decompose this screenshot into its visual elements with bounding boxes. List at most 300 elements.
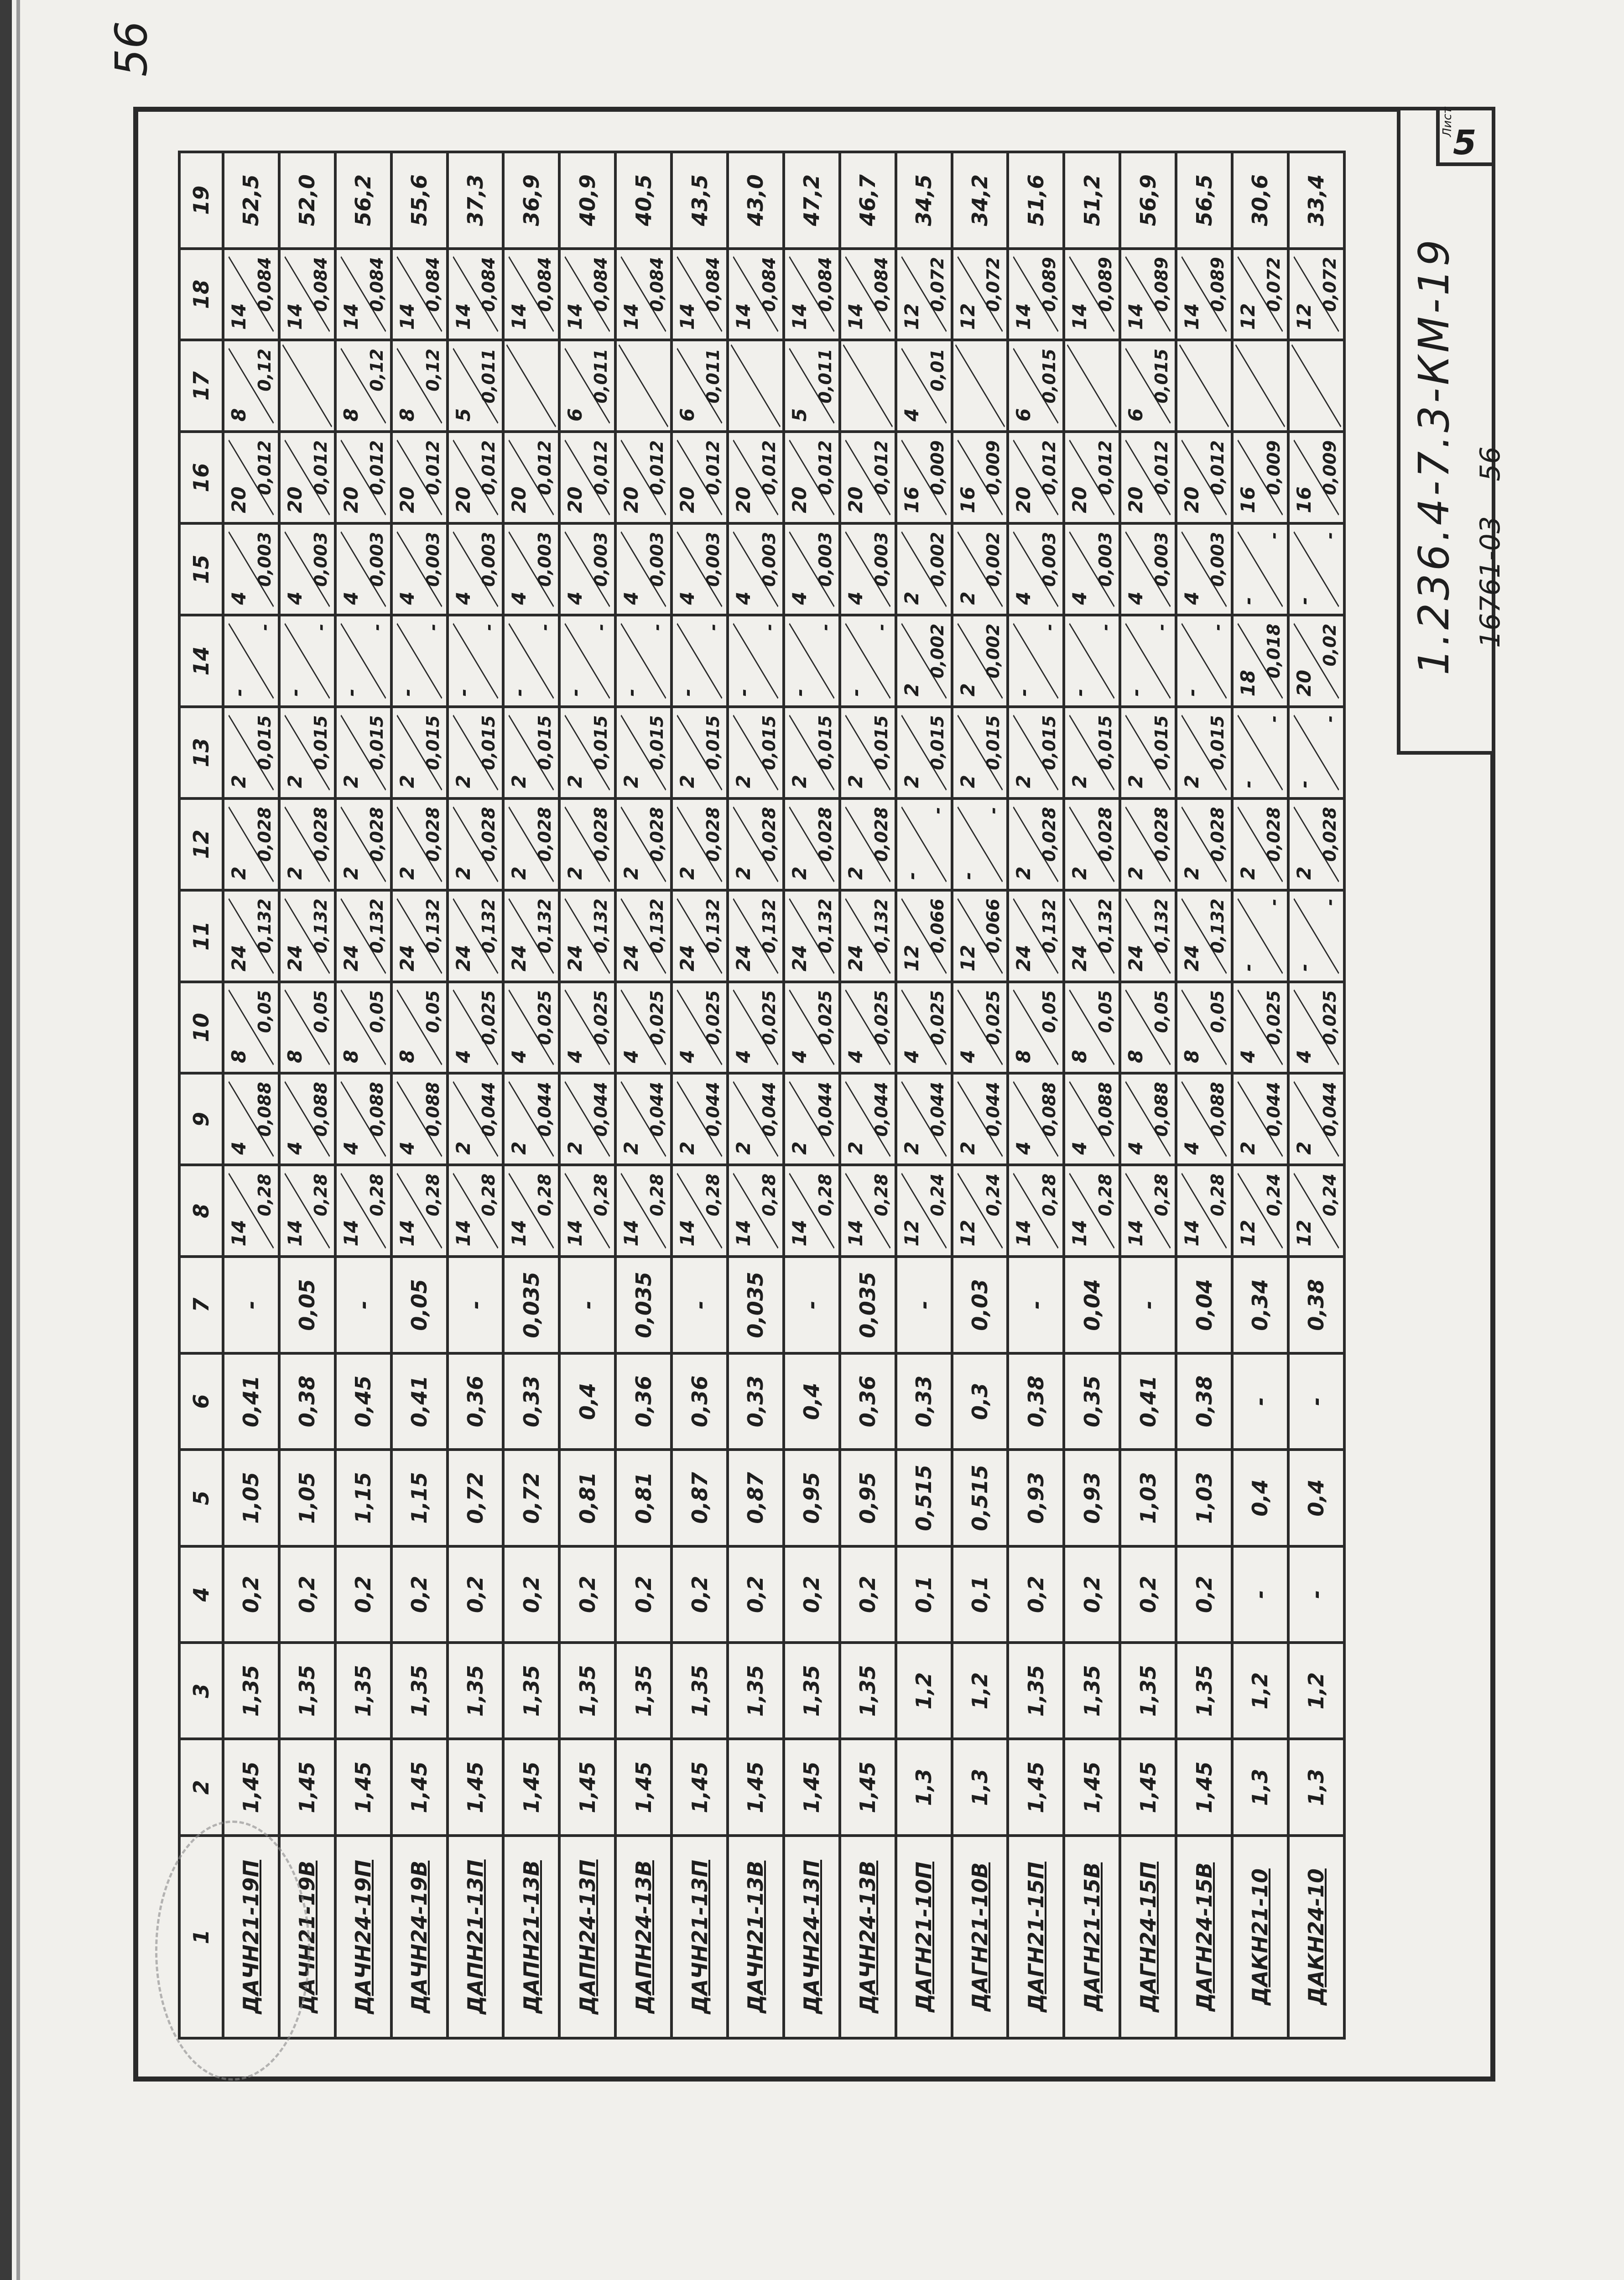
cell-col-10: [671, 982, 728, 1074]
cell-col-3: 1,35: [1176, 1643, 1232, 1739]
cell-count: 2: [844, 1141, 867, 1155]
cell-mass: 0,05: [1039, 990, 1060, 1033]
cell-mass: 0,05: [1095, 990, 1116, 1033]
cell-count: 4: [508, 591, 531, 605]
cell-mass: 0,132: [1208, 898, 1228, 954]
cell-count: 14: [676, 303, 699, 330]
cell-col-15: [615, 523, 671, 615]
cell-col-5: 0,93: [1008, 1450, 1064, 1546]
cell-mass: 0,015: [1095, 715, 1116, 770]
cell-count: -: [1012, 689, 1035, 697]
cell-col-11: [728, 890, 784, 982]
cell-mass: 0,044: [591, 1082, 611, 1137]
cell-col-2: 1,45: [279, 1739, 335, 1836]
cell-mass: 0,28: [647, 1173, 667, 1216]
cell-count: -: [508, 689, 531, 697]
diagonal-line: [565, 624, 610, 699]
cell-col-17: [896, 340, 952, 432]
column-header-7: 7: [179, 1257, 223, 1353]
cell-col-19: 34,5: [896, 152, 952, 249]
cell-col-3: 1,2: [952, 1643, 1008, 1739]
cell-col-13: [335, 707, 391, 798]
cell-col-13: [728, 707, 784, 798]
cell-count: 24: [676, 944, 699, 972]
cell-mass: 0,089: [1208, 257, 1228, 312]
cell-col-16: [784, 432, 840, 523]
cell-mass: -: [310, 623, 331, 631]
cell-col-8: [335, 1165, 391, 1257]
cell-count: 14: [283, 303, 306, 330]
cell-count: 2: [452, 866, 474, 880]
cell-col-13: [1232, 707, 1288, 798]
cell-mass: 0,28: [254, 1173, 275, 1216]
diagonal-line: [901, 807, 946, 882]
cell-count: 2: [620, 775, 643, 788]
cell-col-3: 1,35: [784, 1643, 840, 1739]
empty-cell-strike: [1065, 341, 1119, 430]
cell-col-15: [1176, 523, 1232, 615]
cell-count: 20: [1068, 486, 1091, 513]
cell-col-13: [391, 707, 448, 798]
cell-count: 4: [508, 1049, 531, 1063]
cell-col-2: 1,3: [1288, 1739, 1344, 1836]
table-row: [671, 152, 728, 2038]
cell-mass: 0,12: [422, 349, 443, 391]
cell-col-2: 1,3: [952, 1739, 1008, 1836]
table-row: [503, 152, 559, 2038]
cell-mass: -: [366, 623, 387, 631]
cell-mass: 0,002: [983, 623, 1004, 678]
cell-col-11: [448, 890, 504, 982]
cell-col-10: [840, 982, 896, 1074]
item-name-cell: ДАЧН21-19В: [279, 1836, 335, 2038]
cell-count: 2: [1068, 866, 1091, 880]
cell-col-2: 1,45: [784, 1739, 840, 1836]
cell-col-12: [615, 798, 671, 890]
cell-count: 2: [956, 683, 979, 697]
cell-count: 24: [788, 944, 811, 972]
cell-col-12: [1232, 798, 1288, 890]
cell-count: 4: [339, 1141, 362, 1155]
cell-col-3: 1,35: [671, 1643, 728, 1739]
binding-strip: [0, 0, 12, 2280]
cell-count: 14: [283, 1220, 306, 1247]
diagonal-line: [453, 624, 498, 699]
cell-mass: 0,084: [591, 257, 611, 312]
cell-count: 14: [1181, 303, 1203, 330]
cell-mass: 0,084: [422, 257, 443, 312]
cell-count: 4: [1181, 591, 1203, 605]
cell-col-3: 1,35: [1120, 1643, 1176, 1739]
cell-count: 4: [283, 591, 306, 605]
cell-mass: 0,05: [422, 990, 443, 1033]
cell-col-17: [223, 340, 279, 432]
cell-col-7: 0,38: [1288, 1257, 1344, 1353]
cell-count: -: [956, 871, 979, 880]
cell-count: 4: [228, 1141, 250, 1155]
cell-count: 4: [396, 591, 418, 605]
cell-mass: 0,009: [983, 440, 1004, 496]
cell-col-7: 0,035: [840, 1257, 896, 1353]
cell-col-16: [1064, 432, 1120, 523]
cell-col-8: [1120, 1165, 1176, 1257]
cell-col-19: 36,9: [503, 152, 559, 249]
cell-col-9: [784, 1073, 840, 1165]
cell-count: 4: [956, 1049, 979, 1063]
cell-mass: 0,028: [1039, 807, 1060, 862]
cell-col-8: [671, 1165, 728, 1257]
item-name-cell: ДАКН24-10: [1288, 1836, 1344, 2038]
table-row: [1288, 152, 1344, 2038]
cell-count: 4: [1068, 591, 1091, 605]
cell-col-18: [1176, 249, 1232, 340]
cell-count: 8: [1012, 1049, 1035, 1063]
cell-col-17: [728, 340, 784, 432]
cell-mass: 0,015: [647, 715, 667, 770]
cell-col-19: 33,4: [1288, 152, 1344, 249]
cell-col-9: [391, 1073, 448, 1165]
document-code: 1.236.4-7.3-КМ-19: [1410, 237, 1458, 675]
cell-mass: 0,044: [759, 1082, 779, 1137]
cell-col-5: 0,515: [952, 1450, 1008, 1546]
cell-col-16: [503, 432, 559, 523]
cell-col-14: [1120, 615, 1176, 707]
cell-count: 12: [1237, 303, 1260, 330]
cell-col-19: 40,9: [559, 152, 615, 249]
cell-count: 24: [396, 944, 418, 972]
strike-line: [283, 345, 332, 427]
cell-count: -: [788, 689, 811, 697]
cell-mass: 0,002: [927, 623, 947, 678]
cell-mass: 0,132: [422, 898, 443, 954]
cell-col-10: [391, 982, 448, 1074]
cell-mass: 0,072: [983, 257, 1004, 312]
cell-col-19: 56,9: [1120, 152, 1176, 249]
cell-col-8: [391, 1165, 448, 1257]
cell-col-5: 1,15: [391, 1450, 448, 1546]
column-header-19: 19: [179, 152, 223, 249]
cell-col-5: 0,515: [896, 1450, 952, 1546]
cell-col-2: 1,45: [671, 1739, 728, 1836]
cell-col-10: [784, 982, 840, 1074]
cell-mass: 0,012: [703, 440, 724, 496]
cell-count: 24: [732, 944, 755, 972]
cell-mass: 0,003: [535, 532, 555, 587]
cell-mass: 0,044: [815, 1082, 835, 1137]
cell-count: 16: [900, 486, 923, 513]
cell-col-13: [279, 707, 335, 798]
cell-col-4: 0,1: [896, 1546, 952, 1643]
cell-col-17: [448, 340, 504, 432]
cell-col-7: 0,035: [503, 1257, 559, 1353]
table-row: [223, 152, 279, 2038]
cell-mass: -: [983, 807, 1004, 814]
cell-col-14: [559, 615, 615, 707]
column-header-13: 13: [179, 707, 223, 798]
cell-count: 4: [452, 1049, 474, 1063]
cell-col-15: [1288, 523, 1344, 615]
cell-col-4: 0,2: [1008, 1546, 1064, 1643]
cell-col-16: [1176, 432, 1232, 523]
cell-count: 14: [788, 303, 811, 330]
cell-mass: 0,028: [1208, 807, 1228, 862]
cell-mass: 0,132: [591, 898, 611, 954]
cell-col-6: -: [1288, 1353, 1344, 1450]
item-name-cell: ДАПН24-13В: [615, 1836, 671, 2038]
cell-col-14: [728, 615, 784, 707]
cell-col-11: [896, 890, 952, 982]
cell-col-15: [1120, 523, 1176, 615]
cell-mass: 0,012: [871, 440, 891, 496]
cell-count: -: [396, 689, 418, 697]
cell-count: 20: [1181, 486, 1203, 513]
cell-count: 2: [508, 866, 531, 880]
cell-count: 2: [228, 866, 250, 880]
diagonal-line: [1238, 898, 1282, 973]
cell-col-9: [840, 1073, 896, 1165]
cell-count: 2: [1012, 775, 1035, 788]
cell-mass: 0,24: [1319, 1173, 1340, 1216]
cell-count: 8: [228, 1049, 250, 1063]
cell-mass: 0,015: [535, 715, 555, 770]
cell-count: 24: [844, 944, 867, 972]
cell-mass: 0,015: [759, 715, 779, 770]
cell-count: 20: [339, 486, 362, 513]
cell-mass: 0,066: [983, 898, 1004, 954]
cell-mass: 0,025: [535, 990, 555, 1045]
cell-count: -: [1181, 689, 1203, 697]
cell-col-13: [1120, 707, 1176, 798]
cell-count: -: [564, 689, 587, 697]
cell-count: -: [620, 689, 643, 697]
cell-count: 4: [620, 1049, 643, 1063]
cell-mass: 0,24: [927, 1173, 947, 1216]
cell-mass: 0,025: [927, 990, 947, 1045]
cell-col-7: 0,04: [1176, 1257, 1232, 1353]
cell-col-12: [671, 798, 728, 890]
cell-count: 5: [452, 408, 474, 422]
cell-col-6: 0,36: [840, 1353, 896, 1450]
cell-col-2: 1,45: [335, 1739, 391, 1836]
table-row: [896, 152, 952, 2038]
column-header-1: 1: [179, 1836, 223, 2038]
cell-mass: 0,088: [422, 1082, 443, 1137]
column-header-11: 11: [179, 890, 223, 982]
cell-col-7: -: [671, 1257, 728, 1353]
empty-cell-strike: [505, 341, 558, 430]
cell-col-13: [784, 707, 840, 798]
empty-cell-strike: [281, 341, 334, 430]
cell-col-3: 1,35: [279, 1643, 335, 1739]
archive-code: [1474, 446, 1506, 648]
table-row: [784, 152, 840, 2038]
cell-mass: 0,28: [310, 1173, 331, 1216]
cell-col-2: 1,3: [1232, 1739, 1288, 1836]
cell-count: 18: [1237, 670, 1260, 697]
column-header-4: 4: [179, 1546, 223, 1643]
cell-count: 2: [1068, 775, 1091, 788]
cell-col-4: 0,2: [503, 1546, 559, 1643]
cell-mass: 0,028: [815, 807, 835, 862]
cell-count: -: [1068, 689, 1091, 697]
cell-col-11: [335, 890, 391, 982]
cell-col-18: [952, 249, 1008, 340]
cell-count: 2: [339, 775, 362, 788]
cell-col-13: [1064, 707, 1120, 798]
cell-col-19: 40,5: [615, 152, 671, 249]
item-name-cell: ДАЧН24-13В: [840, 1836, 896, 2038]
cell-col-13: [896, 707, 952, 798]
cell-col-16: [391, 432, 448, 523]
diagonal-line: [733, 624, 778, 699]
cell-count: 14: [1124, 1220, 1147, 1247]
cell-count: 24: [228, 944, 250, 972]
cell-mass: 0,015: [310, 715, 331, 770]
cell-col-8: [559, 1165, 615, 1257]
cell-mass: 0,084: [871, 257, 891, 312]
cell-mass: 0,003: [815, 532, 835, 587]
table-row: [1232, 152, 1288, 2038]
cell-col-2: 1,45: [448, 1739, 504, 1836]
cell-mass: 0,132: [759, 898, 779, 954]
cell-col-18: [1288, 249, 1344, 340]
cell-count: 16: [1292, 486, 1315, 513]
table-row: [1064, 152, 1120, 2038]
cell-mass: 0,015: [479, 715, 499, 770]
binding-edge: [16, 0, 20, 2280]
cell-col-2: 1,45: [559, 1739, 615, 1836]
cell-count: 2: [620, 1141, 643, 1155]
diagonal-line: [285, 624, 329, 699]
empty-cell-strike: [1234, 341, 1287, 430]
cell-col-18: [1064, 249, 1120, 340]
cell-mass: 0,003: [759, 532, 779, 587]
cell-mass: 0,012: [310, 440, 331, 496]
cell-col-17: [1008, 340, 1064, 432]
cell-count: 14: [788, 1220, 811, 1247]
cell-mass: 0,044: [535, 1082, 555, 1137]
cell-count: 14: [452, 1220, 474, 1247]
cell-count: 2: [900, 1141, 923, 1155]
cell-col-13: [1288, 707, 1344, 798]
cell-mass: 0,012: [759, 440, 779, 496]
cell-count: 2: [1012, 866, 1035, 880]
empty-cell-strike: [729, 341, 782, 430]
cell-col-19: 52,5: [223, 152, 279, 249]
cell-col-13: [952, 707, 1008, 798]
cell-count: 2: [1292, 866, 1315, 880]
cell-col-15: [335, 523, 391, 615]
cell-col-3: 1,35: [448, 1643, 504, 1739]
cell-count: 14: [396, 1220, 418, 1247]
cell-col-19: 51,6: [1008, 152, 1064, 249]
cell-mass: 0,003: [871, 532, 891, 587]
cell-col-9: [335, 1073, 391, 1165]
cell-col-2: 1,45: [840, 1739, 896, 1836]
cell-count: -: [228, 689, 250, 697]
cell-col-6: 0,35: [1064, 1353, 1120, 1450]
cell-col-3: 1,35: [391, 1643, 448, 1739]
cell-mass: 0,002: [983, 532, 1004, 587]
cell-col-4: 0,2: [784, 1546, 840, 1643]
cell-mass: 0,089: [1095, 257, 1116, 312]
cell-count: 4: [1181, 1141, 1203, 1155]
strike-line: [1180, 345, 1229, 427]
cell-mass: 0,015: [1151, 715, 1172, 770]
cell-col-10: [1008, 982, 1064, 1074]
cell-mass: 0,025: [1263, 990, 1284, 1045]
cell-col-3: 1,35: [840, 1643, 896, 1739]
cell-col-12: [335, 798, 391, 890]
cell-count: 20: [283, 486, 306, 513]
cell-count: -: [1237, 597, 1260, 605]
cell-count: 6: [1012, 408, 1035, 422]
cell-count: 2: [452, 775, 474, 788]
cell-mass: 0,028: [1151, 807, 1172, 862]
cell-count: 4: [396, 1141, 418, 1155]
cell-mass: 0,132: [479, 898, 499, 954]
cell-mass: 0,28: [422, 1173, 443, 1216]
cell-col-12: [1176, 798, 1232, 890]
cell-col-4: 0,2: [1176, 1546, 1232, 1643]
cell-mass: 0,028: [1263, 807, 1284, 862]
cell-mass: 0,015: [591, 715, 611, 770]
cell-col-18: [728, 249, 784, 340]
cell-col-4: 0,2: [223, 1546, 279, 1643]
cell-col-7: 0,035: [615, 1257, 671, 1353]
cell-mass: 0,015: [366, 715, 387, 770]
cell-count: 2: [956, 1141, 979, 1155]
cell-count: 2: [956, 591, 979, 605]
cell-mass: 0,025: [479, 990, 499, 1045]
cell-count: -: [1237, 963, 1260, 972]
diagonal-line: [677, 624, 722, 699]
cell-mass: 0,025: [591, 990, 611, 1045]
cell-count: 2: [396, 775, 418, 788]
cell-mass: 0,003: [591, 532, 611, 587]
cell-col-13: [840, 707, 896, 798]
cell-mass: 0,044: [871, 1082, 891, 1137]
cell-col-3: 1,35: [335, 1643, 391, 1739]
item-name-cell: ДАЧН24-19В: [391, 1836, 448, 2038]
cell-count: 4: [339, 591, 362, 605]
cell-col-12: [896, 798, 952, 890]
cell-count: 4: [1124, 591, 1147, 605]
cell-mass: 0,044: [1319, 1082, 1340, 1137]
cell-col-16: [896, 432, 952, 523]
cell-mass: -: [1319, 715, 1340, 723]
item-name-cell: ДАЧН21-13В: [728, 1836, 784, 2038]
table-row: [1120, 152, 1176, 2038]
cell-count: -: [1292, 963, 1315, 972]
cell-mass: 0,012: [366, 440, 387, 496]
cell-count: 4: [900, 408, 923, 422]
cell-col-14: [1064, 615, 1120, 707]
cell-mass: 0,084: [366, 257, 387, 312]
cell-col-5: 0,95: [840, 1450, 896, 1546]
cell-count: 24: [1068, 944, 1091, 972]
cell-col-12: [952, 798, 1008, 890]
cell-mass: 0,132: [1151, 898, 1172, 954]
cell-count: 14: [620, 1220, 643, 1247]
cell-count: 2: [788, 866, 811, 880]
cell-count: 20: [1124, 486, 1147, 513]
cell-col-12: [1064, 798, 1120, 890]
cell-mass: 0,028: [1095, 807, 1116, 862]
cell-mass: 0,015: [254, 715, 275, 770]
cell-mass: 0,028: [422, 807, 443, 862]
cell-mass: 0,025: [871, 990, 891, 1045]
